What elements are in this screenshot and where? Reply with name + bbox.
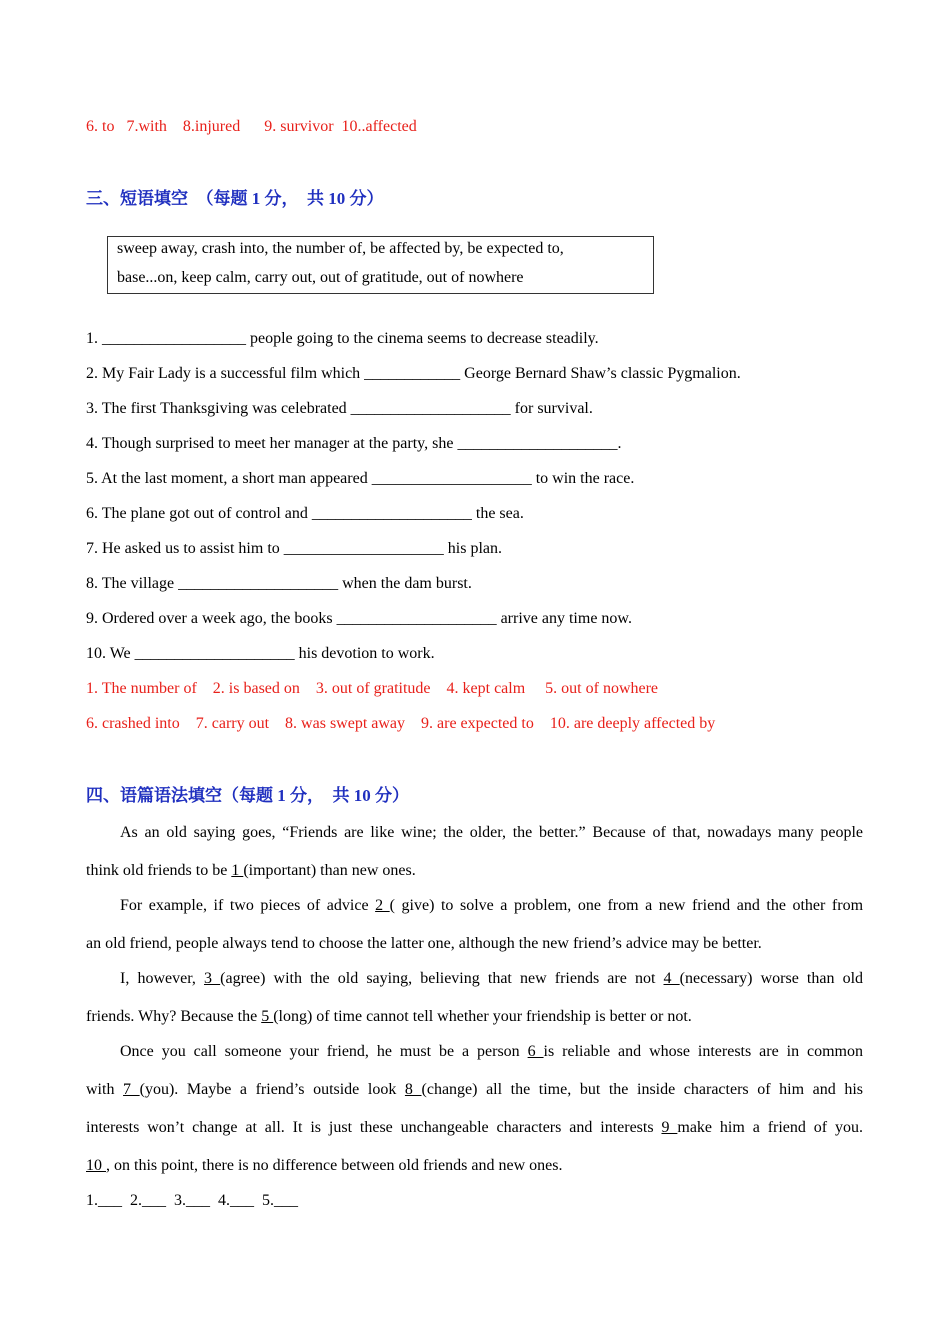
passage-p4-line4: 10 , on this point, there is no difference between old friends and new ones. — [86, 1157, 563, 1174]
phrase-box-line1: sweep away, crash into, the number of, be affected by, be expected to, — [117, 240, 564, 257]
question-4: 4. Though surprised to meet her manager at the party, she ____________________. — [86, 435, 622, 452]
passage-p1-line1: As an old saying goes, “Friends are like wine; the older, the better.” Because of that, nowadays many people — [120, 824, 863, 841]
blank-1: 1 — [231, 862, 244, 879]
passage-p2-line2: an old friend, people always tend to choose the latter one, although the new friend’s advice may be better. — [86, 935, 762, 952]
question-8: 8. The village ____________________ when the dam burst. — [86, 575, 472, 592]
blank-4: 4 — [663, 970, 680, 987]
blank-7: 7 — [123, 1081, 140, 1098]
passage-p2-line1: For example, if two pieces of advice 2 ( give) to solve a problem, one from a new friend and the other from — [120, 897, 864, 914]
passage-p4-line2: with 7 (you). Maybe a friend’s outside look 8 (change) all the time, but the inside characters of him and his — [86, 1081, 863, 1098]
blank-9: 9 — [661, 1119, 678, 1136]
blank-6: 6 — [527, 1043, 544, 1060]
question-10: 10. We ____________________ his devotion to work. — [86, 645, 435, 662]
blank-2: 2 — [375, 897, 390, 914]
section4-heading: 四、语篇语法填空（每题 1 分， 共 10 分） — [86, 786, 409, 805]
blank-3: 3 — [204, 970, 221, 987]
question-7: 7. He asked us to assist him to ____________________ his plan. — [86, 540, 502, 557]
question-3: 3. The first Thanksgiving was celebrated ____________________ for survival. — [86, 400, 593, 417]
phrase-box — [107, 236, 654, 294]
question-9: 9. Ordered over a week ago, the books ____________________ arrive any time now. — [86, 610, 632, 627]
answer-blanks-row: 1.___ 2.___ 3.___ 4.___ 5.___ — [86, 1192, 298, 1209]
question-1: 1. __________________ people going to the cinema seems to decrease steadily. — [86, 330, 599, 347]
section2-answers: 6. to 7.with 8.injured 9. survivor 10..affected — [86, 118, 417, 135]
passage-p1-line2: think old friends to be 1 (important) than new ones. — [86, 862, 416, 879]
passage-p3-line2: friends. Why? Because the 5 (long) of time cannot tell whether your friendship is better or not. — [86, 1008, 692, 1025]
blank-10: 10 — [86, 1157, 106, 1174]
section3-heading: 三、短语填空 （每题 1 分， 共 10 分） — [86, 189, 384, 208]
question-2: 2. My Fair Lady is a successful film which ____________ George Bernard Shaw’s classic Pygmalion. — [86, 365, 741, 382]
passage-p4-line1: Once you call someone your friend, he must be a person 6 is reliable and whose interests are in common — [120, 1043, 863, 1060]
passage-p4-line3: interests won’t change at all. It is just these unchangeable characters and interests 9 make him a friend of you. — [86, 1119, 864, 1136]
phrase-box-line2: base...on, keep calm, carry out, out of gratitude, out of nowhere — [117, 269, 524, 286]
question-6: 6. The plane got out of control and ____________________ the sea. — [86, 505, 524, 522]
section3-answers-line1: 1. The number of 2. is based on 3. out of gratitude 4. kept calm 5. out of nowhere — [86, 680, 659, 697]
blank-8: 8 — [404, 1081, 422, 1098]
question-5: 5. At the last moment, a short man appeared ____________________ to win the race. — [86, 470, 635, 487]
passage-p3-line1: I, however, 3 (agree) with the old saying, believing that new friends are not 4 (necessary) worse than old — [120, 970, 864, 987]
section3-answers-line2: 6. crashed into 7. carry out 8. was swept away 9. are expected to 10. are deeply affected by — [86, 715, 716, 732]
blank-5: 5 — [261, 1008, 274, 1025]
